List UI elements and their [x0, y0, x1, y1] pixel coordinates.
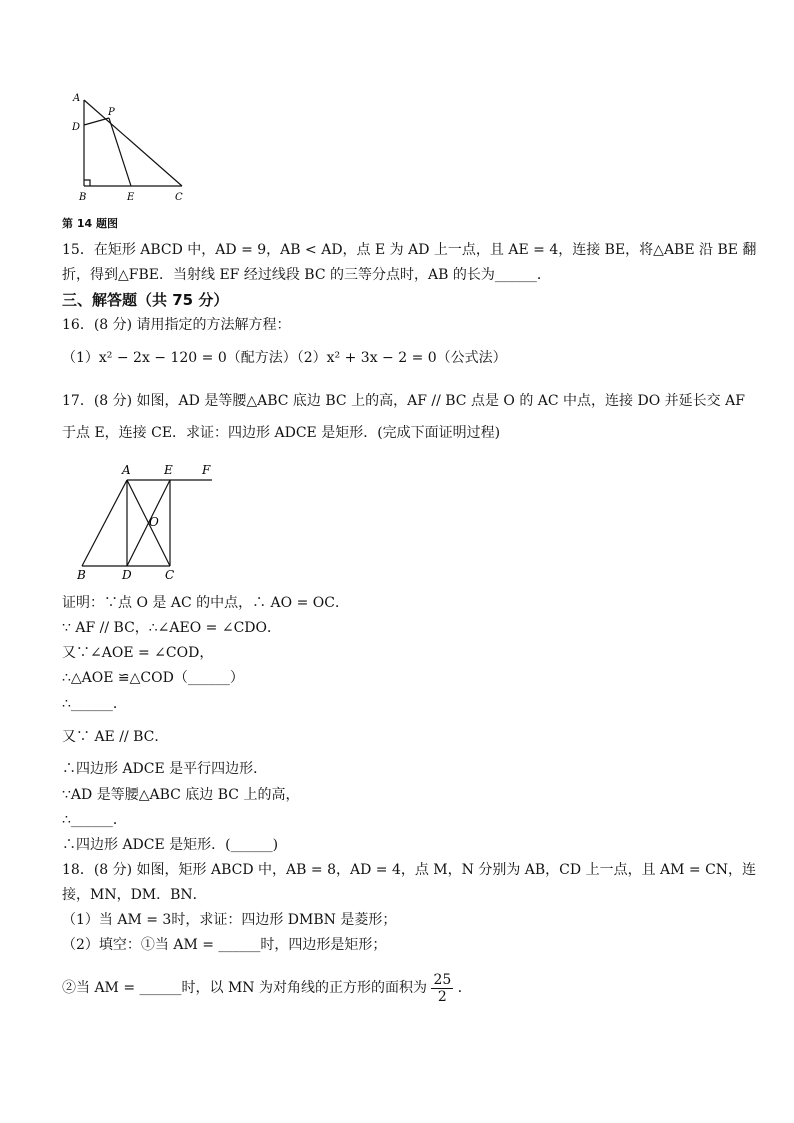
figure-14: [62, 86, 192, 208]
label-f: F: [202, 463, 211, 477]
label-c: C: [165, 568, 175, 582]
q18-line-4: （2）填空：①当 AM = ______时，四边形是矩形；: [62, 937, 387, 953]
proof-line-3: 又∵∠AOE = ∠COD，: [62, 645, 214, 661]
proof-line-8: ∵AD 是等腰△ABC 底边 BC 上的高，: [62, 787, 300, 803]
q15-line-1: 15．在矩形 ABCD 中，AD = 9，AB < AD，点 E 为 AD 上一点，且 AE = 4，连接 BE，将△ABE 沿 BE 翻: [62, 242, 757, 258]
right-angle-mark: [84, 180, 90, 186]
section-heading: 三、解答题（共 75 分）: [62, 291, 229, 309]
q16-line-2: （1）x² − 2x − 120 = 0（配方法）（2）x² + 3x − 2 = 0（公式法）: [62, 350, 507, 366]
q17-line-2: 于点 E，连接 CE．求证：四边形 ADCE 是矩形．(完成下面证明过程): [62, 425, 501, 441]
segment-pe: [109, 118, 131, 186]
fraction-numerator: 25: [433, 971, 452, 988]
figure-17: [72, 458, 222, 582]
proof-line-6: 又∵ AE // BC．: [62, 729, 169, 745]
proof-line-10: ∴四边形 ADCE 是矩形．(______): [62, 837, 279, 853]
label-d: D: [122, 568, 132, 582]
q18-line-5: [62, 968, 472, 1008]
proof-line-4: ∴△AOE ≌△COD（______）: [62, 670, 244, 686]
q18-line-2: 接，MN，DM．BN．: [62, 887, 207, 903]
proof-line-9: ∴______．: [62, 812, 127, 828]
proof-line-7: ∴四边形 ADCE 是平行四边形．: [62, 761, 268, 777]
segment-ac: [84, 100, 182, 186]
label-d: D: [72, 122, 81, 133]
label-c: C: [175, 192, 183, 203]
proof-line-2: ∵ AF // BC，∴∠AEO = ∠CDO．: [62, 620, 281, 636]
segment-ab: [82, 480, 127, 566]
q17-line-1: 17．(8 分) 如图，AD 是等腰△ABC 底边 BC 上的高，AF // BC 点是 O 的 AC 中点，连接 DO 并延长交 AF: [62, 393, 745, 409]
q18-line-5-end: ．: [457, 980, 472, 996]
label-e: E: [127, 192, 135, 203]
q16-line-1: 16．(8 分) 请用指定的方法解方程：: [62, 317, 291, 333]
q18-line-3: （1）当 AM = 3时，求证：四边形 DMBN 是菱形；: [62, 912, 397, 928]
proof-line-1: 证明：∵点 O 是 AC 的中点，∴ AO = OC．: [62, 595, 349, 611]
label-a: A: [122, 463, 131, 477]
label-b: B: [77, 568, 86, 582]
q18-line-1: 18．(8 分) 如图，矩形 ABCD 中，AB = 8，AD = 4，点 M，N 分别为 AB，CD 上一点，且 AM = CN，连: [62, 862, 757, 878]
fraction: [431, 972, 453, 1005]
label-a: A: [73, 93, 81, 104]
label-p: P: [108, 107, 115, 118]
figure-14-caption: 第 14 题图: [62, 217, 118, 230]
label-b: B: [79, 192, 87, 203]
q18-line-5-text: ②当 AM = ______时，以 MN 为对角线的正方形的面积为: [62, 980, 428, 996]
label-e: E: [164, 463, 173, 477]
proof-line-5: ∴______．: [62, 696, 127, 712]
fraction-denominator: 2: [437, 988, 447, 1005]
q15-line-2: 折，得到△FBE．当射线 EF 经过线段 BC 的三等分点时，AB 的长为______．: [62, 267, 551, 283]
label-o: O: [149, 515, 159, 529]
segment-dp: [84, 118, 109, 125]
